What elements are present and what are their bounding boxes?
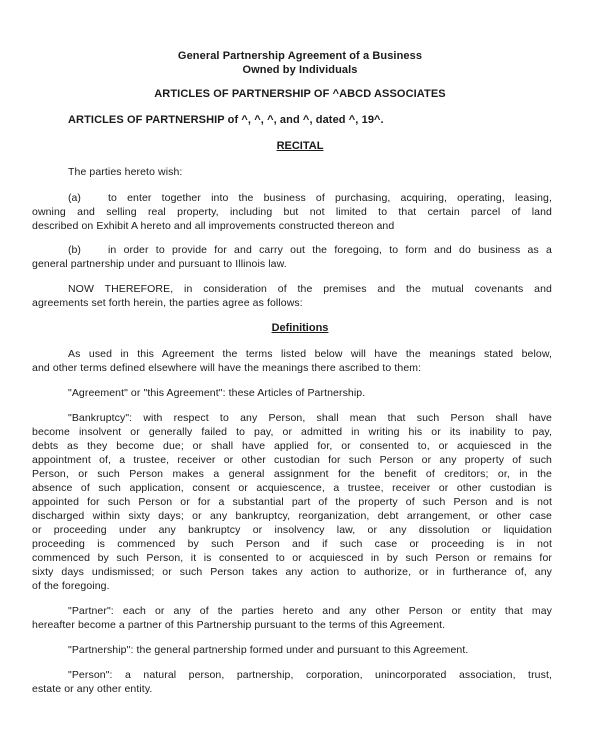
item-a-label: (a): [68, 192, 81, 204]
person-def-line2: estate or any other entity.: [32, 683, 153, 695]
partner-def-line2: hereafter become a partner of this Partnership pursuant to the terms of this Agreement.: [32, 619, 446, 631]
item-b-line1: in order to provide for and carry out the foregoing, to form and do business as a: [108, 244, 552, 256]
item-b-label: (b): [68, 244, 81, 256]
definitions-heading: Definitions: [271, 322, 329, 334]
articles-heading: ARTICLES OF PARTNERSHIP OF ^ABCD ASSOCIATES: [154, 88, 446, 100]
bankruptcy-last-line: of the foregoing.: [32, 580, 110, 592]
bankruptcy-line: sixty days undismissed; or such Person takes any action to authorize, or in furtherance of, any: [32, 566, 552, 578]
item-a-line1: to enter together into the business of purchasing, acquiring, operating, leasing,: [108, 192, 552, 204]
item-b-line2: general partnership under and pursuant to Illinois law.: [32, 258, 287, 270]
partnership-def: "Partnership": the general partnership formed under and pursuant to this Agreement.: [68, 644, 469, 656]
person-def-line1: "Person": a natural person, partnership, corporation, unincorporated association, trust,: [68, 669, 552, 681]
recital-intro: The parties hereto wish:: [68, 166, 183, 178]
item-a-line3: described on Exhibit A hereto and all improvements constructed thereon and: [32, 220, 395, 232]
bankruptcy-line: or proceeding under any bankruptcy or insolvency law, or any dissolution or liquidation: [32, 524, 552, 536]
bankruptcy-line: "Bankruptcy": with respect to any Person, shall mean that such Person shall have: [68, 412, 552, 424]
now-therefore-line2: agreements set forth herein, the parties agree as follows:: [32, 297, 303, 309]
bankruptcy-line: debts as they become due; or shall have applied for, or consented to, or acquiesced in the: [32, 440, 552, 452]
bankruptcy-line: discharged within sixty days; or any bankruptcy, reorganization, debt arrangement, or other case: [32, 510, 552, 522]
definitions-intro-line1: As used in this Agreement the terms listed below will have the meanings stated below,: [68, 348, 552, 360]
bankruptcy-line: appointment of, a trustee, receiver or other custodian for such Person or any property of such: [32, 454, 552, 466]
item-a-line2: owning and selling real property, including but not limited to that certain parcel of land: [32, 206, 552, 218]
partner-def-line1: "Partner": each or any of the parties hereto and any other Person or entity that may: [68, 605, 552, 617]
document-title-line2: Owned by Individuals: [242, 64, 358, 76]
bankruptcy-line: become insolvent or generally failed to pay, or admitted in writing his or its inability to pay,: [32, 426, 552, 438]
definitions-intro-line2: and other terms defined elsewhere will have the meanings there ascribed to them:: [32, 362, 422, 374]
bankruptcy-line: proceeding is commenced by such Person and if such case or proceeding is in not: [32, 538, 552, 550]
recital-heading: RECITAL: [276, 140, 324, 152]
bankruptcy-line: appointed for such Person or for a substantial part of the property of such Person and is not: [32, 496, 552, 508]
articles-dated-line: ARTICLES OF PARTNERSHIP of ^, ^, ^, and ^, dated ^, 19^.: [68, 114, 384, 126]
bankruptcy-line: absence of such application, consent or acquiescence, a trustee, receiver or other custodian is: [32, 482, 552, 494]
bankruptcy-line: Person, or such Person makes a general assignment for the benefit of creditors; or, in the: [32, 468, 552, 480]
document-title-line1: General Partnership Agreement of a Business: [177, 50, 423, 62]
definition-agreement: "Agreement" or "this Agreement": these Articles of Partnership.: [68, 387, 366, 399]
now-therefore-line1: NOW THEREFORE, in consideration of the premises and the mutual covenants and: [68, 283, 552, 295]
bankruptcy-line: commenced by such Person, it is consented to or acquiesced in by such Person or remains for: [32, 552, 552, 564]
